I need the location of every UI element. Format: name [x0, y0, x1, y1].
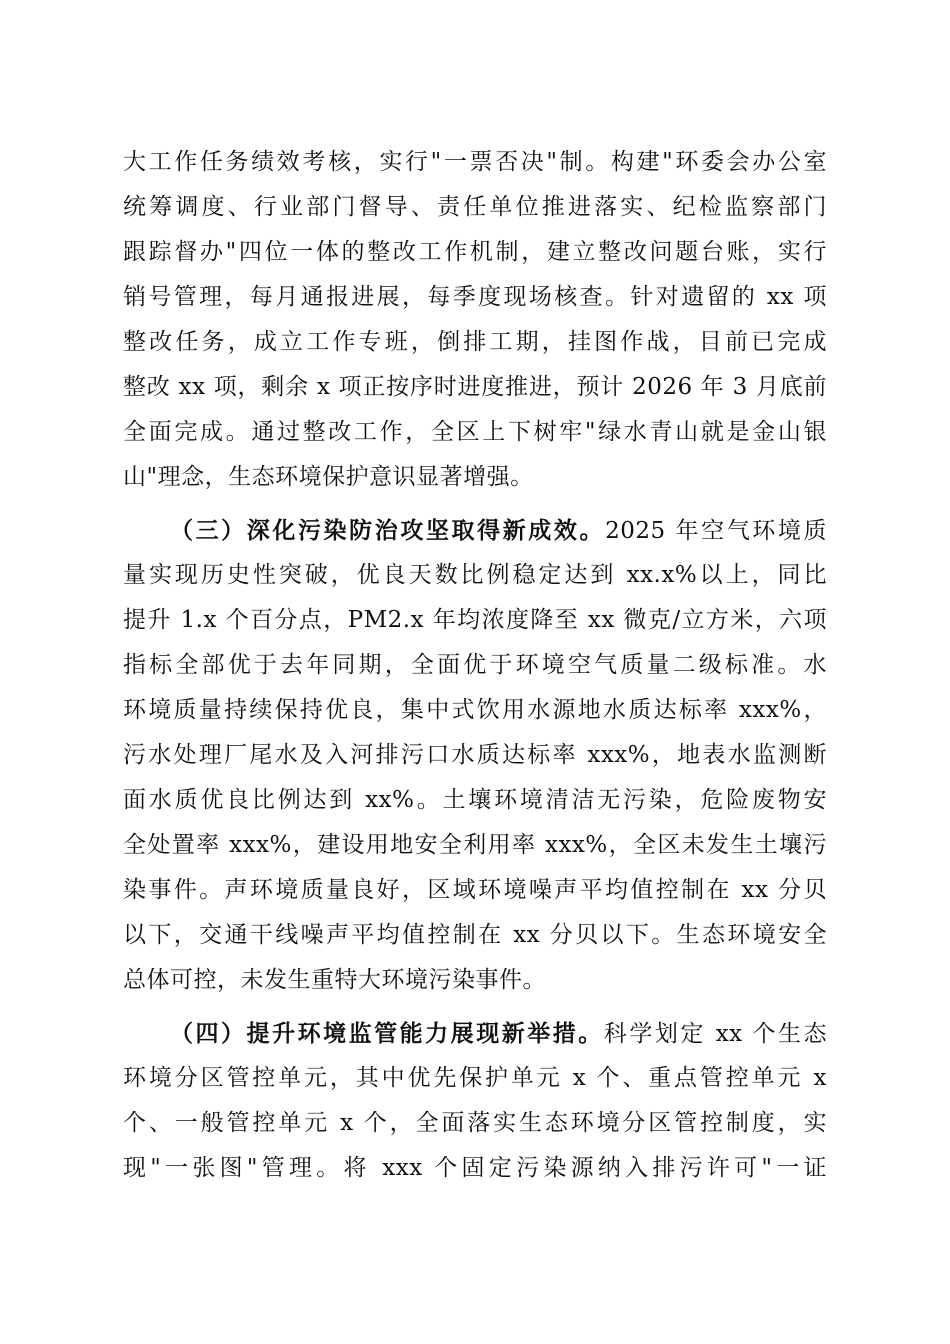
text-line: 大工作任务绩效考核，实行"一票否决"制。构建"环委会办公室 [123, 149, 827, 175]
section-three-paragraph [123, 508, 827, 1003]
section-four-paragraph [123, 1011, 827, 1191]
text-line: 山"理念，生态环境保护意识显著增强。 [123, 464, 534, 490]
text-line: 统筹调度、行业部门督导、责任单位推进落实、纪检监察部门 [123, 194, 827, 220]
text-line: 总体可控，未发生重特大环境污染事件。 [123, 967, 546, 993]
text-line: 个、一般管控单元 x 个，全面落实生态环境分区管控制度，实 [123, 1110, 827, 1136]
text-line: 跟踪督办"四位一体的整改工作机制，建立整改问题台账，实行 [123, 239, 827, 265]
section-three-first-line [123, 508, 827, 553]
paragraph-gap [123, 1003, 827, 1011]
section-four-first-line-text: 科学划定 xx 个生态 [603, 1021, 827, 1047]
text-line: 面水质优良比例达到 xx%。土壤环境清洁无污染，危险废物安 [123, 787, 827, 813]
text-line: 指标全部优于去年同期，全面优于环境空气质量二级标准。水 [123, 652, 827, 678]
text-line: 销号管理，每月通报进展，每季度现场核查。针对遗留的 xx 项 [123, 284, 827, 310]
section-four-heading: （四）提升环境监管能力展现新举措。 [170, 1020, 604, 1047]
text-line: 量实现历史性突破，优良天数比例稳定达到 xx.x%以上，同比 [123, 562, 827, 588]
text-line: 环境质量持续保持优良，集中式饮用水源地水质达标率 xxx%， [123, 697, 827, 723]
text-line: 提升 1.x 个百分点，PM2.x 年均浓度降至 xx 微克/立方米，六项 [123, 607, 827, 633]
paragraph-continued [123, 140, 827, 500]
text-line: 整改任务，成立工作专班，倒排工期，挂图作战，目前已完成 [123, 329, 827, 355]
text-line: 污水处理厂尾水及入河排污口水质达标率 xxx%，地表水监测断 [123, 742, 827, 768]
text-line: 现"一张图"管理。将 xxx 个固定污染源纳入排污许可"一证 [123, 1155, 827, 1181]
text-line: 环境分区管控单元，其中优先保护单元 x 个、重点管控单元 x [123, 1065, 827, 1091]
text-line: 染事件。声环境质量良好，区域环境噪声平均值控制在 xx 分贝 [123, 877, 827, 903]
section-three-first-line-text: 2025 年空气环境质 [605, 518, 827, 544]
text-line: 全面完成。通过整改工作，全区上下树牢"绿水青山就是金山银 [123, 419, 827, 445]
text-line: 整改 xx 项，剩余 x 项正按序时进度推进，预计 2026 年 3 月底前 [123, 374, 827, 400]
section-three-heading: （三）深化污染防治攻坚取得新成效。 [170, 517, 606, 544]
text-line: 全处置率 xxx%，建设用地安全利用率 xxx%，全区未发生土壤污 [123, 832, 827, 858]
document-body [123, 140, 827, 1191]
section-four-first-line [123, 1011, 827, 1056]
text-line: 以下，交通干线噪声平均值控制在 xx 分贝以下。生态环境安全 [123, 922, 827, 948]
paragraph-gap [123, 500, 827, 508]
